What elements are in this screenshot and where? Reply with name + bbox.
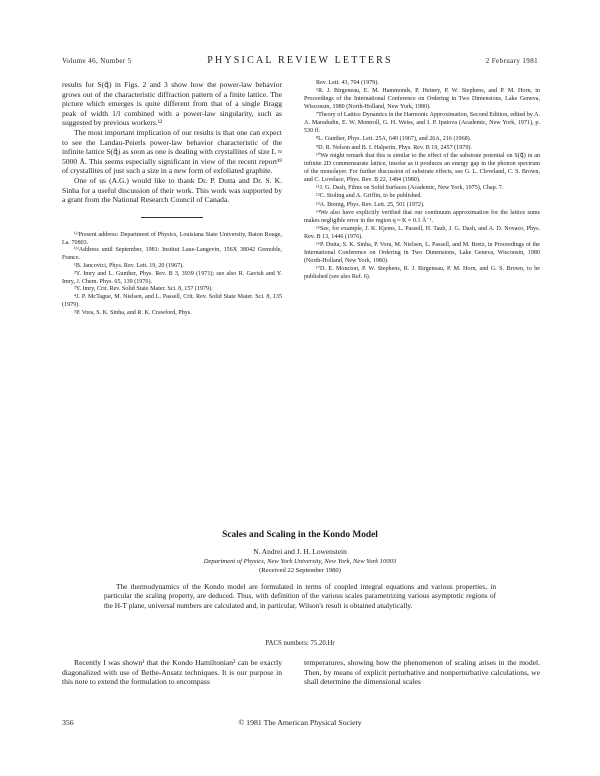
running-header: [62, 55, 538, 69]
issue-date: 2 February 1981: [485, 57, 538, 65]
footnote-divider: [141, 217, 203, 218]
footnote: ⁸L. Gunther, Phys. Lett. 25A, 649 (1967), and 26A, 216 (1968).: [316, 136, 472, 143]
article-title: Scales and Scaling in the Kondo Model: [222, 530, 378, 540]
paragraph: results for S(q⃗) in Figs. 2 and 3 show how the power-law behavior grows out of the characteristic diffraction pattern of a finite lattice. The picture which emerges is quite different from that of a single Bragg peak of width 1/l combined with a power-law singularity, such as suggested by previous workers.¹²: [62, 80, 282, 128]
received-date: (Received 22 September 1980): [259, 567, 341, 574]
article-abstract: The thermodynamics of the Kondo model are formulated in terms of coupled integral equations and various properties, in particular the scaling property, are deduced. Thus, with definition of the various scales parametrizing various asymptotic regions of the H-T plane, universal numbers are calculated and, in particular, Wilson's result is obtained analytically.: [104, 582, 496, 610]
article-body-right: [304, 658, 540, 687]
left-column: [62, 80, 282, 317]
paragraph: The most important implication of our results is that one can expect to see the Landau-Peierls power-law behavior characteristic of the infinite lattice S(q⃗) as soon as one is dealing with crystallites of size L ≈ 5000 Å. This seems especially significant in view of the recent report¹⁹ of crystallites of just such a size in a new form of exfoliated graphite.: [62, 127, 282, 176]
copyright-notice: © 1981 The American Physical Society: [238, 718, 362, 727]
footnote: ²Y. Imry and L. Gunther, Phys. Rev. B 3, 3939 (1971); see also R. Gavish and Y. Imry, J. Chem. Phys. 65, 139 (1976).: [62, 270, 282, 285]
article-authors: N. Andrei and J. H. Lowenstein: [253, 547, 347, 556]
footnote: ¹²C. Stoling and A. Griffin, to be published.: [316, 193, 422, 200]
acknowledgment-paragraph: One of us (A.G.) would like to thank Dr. P. Dutta and Dr. S. K. Sinha for a useful discussion of their work. This work was supported by a grant from the National Research Council of Canada.: [62, 175, 282, 205]
right-column: [304, 80, 540, 283]
footnote: ¹³A. Brenig, Phys. Rev. Lett. 25, 501 (1972).: [316, 201, 425, 208]
footnote: ⁴J. P. McTague, M. Nielsen, and L. Passell, Crit. Rev. Solid State Mater. Sci. 8, 135 (1979).: [62, 294, 282, 308]
journal-title: PHYSICAL REVIEW LETTERS: [207, 55, 393, 66]
footnote: ¹⁰We might remark that this is similar to the effect of the substrate potential on S(q⃗) in an infinite 2D commensurate lattice, insofar as it produces an energy gap in the phonon spectrum of the monolayer. For further discussion of substrate effects, see G. L. Cleveland, C. S. Brown, and C. Lovelace, Phys. Rev. B 22, 1484 (1980).: [304, 153, 540, 183]
footnote: ⁵P. Vora, S. K. Sinha, and R. K. Crawford, Phys.: [74, 309, 192, 316]
body-paragraph: Recently I was shown¹ that the Kondo Hamiltonian² can be exactly diagonalized with use of Bethe-Ansatz techniques. It is our purpose in this note to extend the formulation to encompass: [62, 658, 282, 687]
article-body-left: [62, 658, 282, 687]
footnote: ¹¹J. G. Dash, Films on Solid Surfaces (Academic, New York, 1975), Chap. 7.: [316, 184, 504, 191]
article-affiliation: Department of Physics, New York University, New York, New York 10003: [203, 558, 397, 565]
footnote: Rev. Lett. 43, 704 (1979).: [316, 80, 379, 86]
footnote: ¹⁴We also have explicitly verified that our continuum approximation for the lattice sums makes negligible error in the region q ≈ K ≈ 0.1 Å⁻¹.: [304, 210, 540, 224]
footnote: ³Y. Imry, Crit. Rev. Solid State Mater. Sci. 8, 157 (1979).: [74, 286, 213, 293]
footnote: ⁽ᵇ⁾Address until September, 1981: Institut Laue-Langevin, 156X 38042 Grenoble, France.: [62, 247, 282, 262]
footnote: ¹⁵See, for example, J. K. Kjems, L. Passell, H. Taub, J. G. Dash, and A. D. Novaco, Phys. Rev. B 13, 1446 (1976).: [304, 226, 540, 241]
footnote: ⁶R. J. Birgeneau, E. M. Hammonds, P. Heiney, P. W. Stephens, and P. M. Horn, in Proceedings of the International Conference on Ordering in Two Dimensions, Lake Geneva, Wisconsin, 1980 (North-Holland, New York, 1980).: [304, 88, 540, 110]
pacs-numbers: PACS numbers: 75.20.Hr: [265, 640, 335, 647]
footnote: ⁷Theory of Lattice Dynamics in the Harmonic Approximation, Second Edition, edited by A. A. Maradudin, E. W. Montroll, G. H. Weiss, and I. P. Ipatova (Academic, New York, 1971), p. 530 ff.: [304, 112, 540, 134]
footnote: ¹B. Jancovici, Phys. Rev. Lett. 19, 20 (1967).: [74, 262, 184, 269]
footnote: ¹⁶P. Dutta, S. K. Sinha, P. Vora, M. Nielsen, L. Passell, and M. Bretz, in Proceedings of the International Conference on Ordering in Two Dimensions, Lake Geneva, Wisconsin, 1980 (North-Holland, New York, 1980).: [304, 242, 540, 265]
footnote: ⁽ᵃ⁾Present address: Department of Physics, Louisiana State University, Baton Rouge, La. 70803.: [62, 231, 282, 246]
footnote: ¹⁷D. E. Moncton, P. W. Stephens, R. J. Birgeneau, P. M. Horn, and G. S. Brown, to be published (see also Ref. 6).: [304, 266, 540, 281]
body-paragraph: temperatures, showing how the phenomenon of scaling arises in the model. Then, by means of explicit perturbative and nonperturbative calculations, we shall determine the dimensional scales: [304, 658, 540, 687]
page-footer: [62, 718, 538, 730]
footnote: ⁹D. R. Nelson and B. I. Halperin, Phys. Rev. B 19, 2457 (1979).: [316, 144, 472, 151]
volume-label: Volume 46, Number 5: [62, 57, 132, 65]
page-number: 356: [62, 718, 74, 727]
